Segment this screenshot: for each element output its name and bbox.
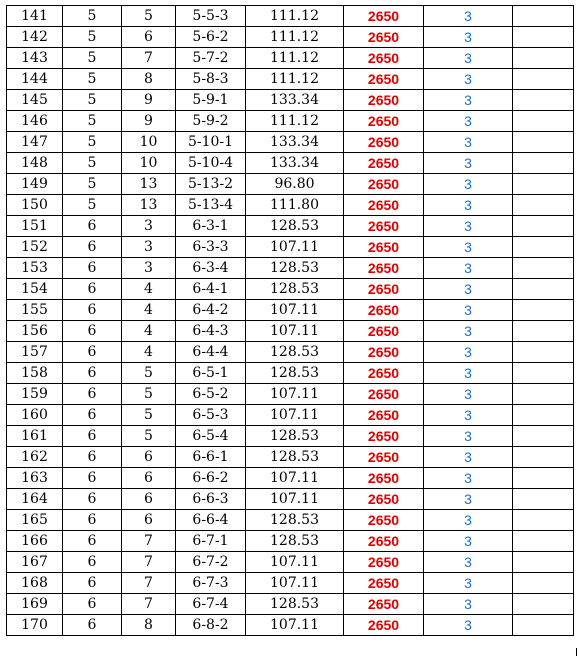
extra-cell [513, 342, 574, 363]
extra-cell [513, 195, 574, 216]
table-row [7, 405, 574, 426]
row-index-cell: 151 [7, 216, 63, 237]
row-index-cell: 166 [7, 531, 63, 552]
table-row [7, 111, 574, 132]
floor-cell: 5 [122, 6, 176, 27]
extra-cell [513, 258, 574, 279]
level-cell: 3 [424, 447, 513, 468]
building-cell: 6 [63, 279, 122, 300]
floor-cell: 5 [122, 384, 176, 405]
building-cell: 6 [63, 510, 122, 531]
price-cell: 2650 [344, 573, 424, 594]
price-cell: 2650 [344, 426, 424, 447]
table-row [7, 132, 574, 153]
building-cell: 6 [63, 468, 122, 489]
area-cell: 111.12 [246, 6, 344, 27]
table-row [7, 48, 574, 69]
unit-number-cell: 5-5-3 [176, 6, 246, 27]
price-cell: 2650 [344, 153, 424, 174]
price-cell: 2650 [344, 594, 424, 615]
floor-cell: 6 [122, 27, 176, 48]
building-cell: 6 [63, 531, 122, 552]
price-cell: 2650 [344, 552, 424, 573]
floor-cell: 7 [122, 48, 176, 69]
area-cell: 128.53 [246, 363, 344, 384]
building-cell: 5 [63, 132, 122, 153]
extra-cell [513, 489, 574, 510]
level-cell: 3 [424, 510, 513, 531]
table-row [7, 321, 574, 342]
row-index-cell: 163 [7, 468, 63, 489]
area-cell: 111.12 [246, 111, 344, 132]
area-cell: 107.11 [246, 237, 344, 258]
unit-number-cell: 6-6-1 [176, 447, 246, 468]
row-index-cell: 161 [7, 426, 63, 447]
area-cell: 128.53 [246, 594, 344, 615]
unit-number-cell: 5-8-3 [176, 69, 246, 90]
level-cell: 3 [424, 132, 513, 153]
area-cell: 107.11 [246, 573, 344, 594]
unit-number-cell: 6-7-2 [176, 552, 246, 573]
building-cell: 6 [63, 615, 122, 636]
unit-number-cell: 6-5-3 [176, 405, 246, 426]
price-cell: 2650 [344, 132, 424, 153]
extra-cell [513, 426, 574, 447]
area-cell: 133.34 [246, 90, 344, 111]
area-cell: 107.11 [246, 468, 344, 489]
extra-cell [513, 90, 574, 111]
floor-cell: 13 [122, 195, 176, 216]
row-index-cell: 154 [7, 279, 63, 300]
area-cell: 128.53 [246, 258, 344, 279]
area-cell: 111.12 [246, 27, 344, 48]
row-index-cell: 160 [7, 405, 63, 426]
area-cell: 107.11 [246, 552, 344, 573]
price-cell: 2650 [344, 468, 424, 489]
row-index-cell: 159 [7, 384, 63, 405]
area-cell: 107.11 [246, 384, 344, 405]
floor-cell: 6 [122, 447, 176, 468]
floor-cell: 6 [122, 489, 176, 510]
level-cell: 3 [424, 342, 513, 363]
unit-number-cell: 6-5-1 [176, 363, 246, 384]
table-row [7, 531, 574, 552]
row-index-cell: 169 [7, 594, 63, 615]
building-cell: 5 [63, 90, 122, 111]
table-row [7, 384, 574, 405]
floor-cell: 9 [122, 111, 176, 132]
extra-cell [513, 300, 574, 321]
floor-cell: 6 [122, 510, 176, 531]
price-cell: 2650 [344, 174, 424, 195]
extra-cell [513, 447, 574, 468]
price-cell: 2650 [344, 90, 424, 111]
building-cell: 5 [63, 48, 122, 69]
level-cell: 3 [424, 615, 513, 636]
unit-number-cell: 6-4-3 [176, 321, 246, 342]
building-cell: 5 [63, 111, 122, 132]
row-index-cell: 157 [7, 342, 63, 363]
building-cell: 6 [63, 447, 122, 468]
building-cell: 5 [63, 27, 122, 48]
extra-cell [513, 132, 574, 153]
unit-number-cell: 6-4-1 [176, 279, 246, 300]
floor-cell: 8 [122, 615, 176, 636]
row-index-cell: 148 [7, 153, 63, 174]
extra-cell [513, 6, 574, 27]
extra-cell [513, 174, 574, 195]
building-cell: 6 [63, 405, 122, 426]
area-cell: 107.11 [246, 405, 344, 426]
price-cell: 2650 [344, 300, 424, 321]
extra-cell [513, 153, 574, 174]
table-row [7, 447, 574, 468]
unit-number-cell: 6-6-4 [176, 510, 246, 531]
table-row [7, 489, 574, 510]
area-cell: 111.12 [246, 69, 344, 90]
table-row [7, 552, 574, 573]
unit-number-cell: 6-3-1 [176, 216, 246, 237]
floor-cell: 7 [122, 573, 176, 594]
building-cell: 5 [63, 6, 122, 27]
price-cell: 2650 [344, 258, 424, 279]
price-cell: 2650 [344, 615, 424, 636]
area-cell: 128.53 [246, 342, 344, 363]
area-cell: 128.53 [246, 279, 344, 300]
unit-number-cell: 5-10-1 [176, 132, 246, 153]
extra-cell [513, 48, 574, 69]
price-cell: 2650 [344, 237, 424, 258]
building-cell: 6 [63, 342, 122, 363]
extra-cell [513, 573, 574, 594]
extra-cell [513, 27, 574, 48]
row-index-cell: 165 [7, 510, 63, 531]
level-cell: 3 [424, 195, 513, 216]
unit-number-cell: 6-7-1 [176, 531, 246, 552]
table-row [7, 279, 574, 300]
building-cell: 6 [63, 300, 122, 321]
level-cell: 3 [424, 405, 513, 426]
level-cell: 3 [424, 27, 513, 48]
level-cell: 3 [424, 258, 513, 279]
table-row [7, 510, 574, 531]
row-index-cell: 158 [7, 363, 63, 384]
building-cell: 5 [63, 195, 122, 216]
table-row [7, 237, 574, 258]
area-cell: 133.34 [246, 132, 344, 153]
floor-cell: 8 [122, 69, 176, 90]
table-row [7, 90, 574, 111]
extra-cell [513, 405, 574, 426]
extra-cell [513, 384, 574, 405]
building-cell: 6 [63, 573, 122, 594]
price-cell: 2650 [344, 48, 424, 69]
area-cell: 107.11 [246, 321, 344, 342]
table-row [7, 258, 574, 279]
table-row [7, 363, 574, 384]
unit-number-cell: 6-6-3 [176, 489, 246, 510]
unit-number-cell: 5-6-2 [176, 27, 246, 48]
extra-cell [513, 615, 574, 636]
price-cell: 2650 [344, 342, 424, 363]
level-cell: 3 [424, 153, 513, 174]
row-index-cell: 168 [7, 573, 63, 594]
level-cell: 3 [424, 174, 513, 195]
table-row [7, 27, 574, 48]
table-row [7, 573, 574, 594]
extra-cell [513, 594, 574, 615]
level-cell: 3 [424, 594, 513, 615]
floor-cell: 7 [122, 531, 176, 552]
unit-number-cell: 6-6-2 [176, 468, 246, 489]
table-row [7, 615, 574, 636]
area-cell: 96.80 [246, 174, 344, 195]
floor-cell: 5 [122, 405, 176, 426]
level-cell: 3 [424, 321, 513, 342]
table-row [7, 153, 574, 174]
building-cell: 6 [63, 489, 122, 510]
unit-number-cell: 5-9-2 [176, 111, 246, 132]
area-cell: 107.11 [246, 615, 344, 636]
floor-cell: 9 [122, 90, 176, 111]
area-cell: 128.53 [246, 216, 344, 237]
extra-cell [513, 531, 574, 552]
row-index-cell: 145 [7, 90, 63, 111]
level-cell: 3 [424, 279, 513, 300]
row-index-cell: 156 [7, 321, 63, 342]
area-cell: 128.53 [246, 531, 344, 552]
table-row [7, 300, 574, 321]
extra-cell [513, 111, 574, 132]
unit-number-cell: 6-4-2 [176, 300, 246, 321]
row-index-cell: 162 [7, 447, 63, 468]
building-cell: 5 [63, 153, 122, 174]
level-cell: 3 [424, 363, 513, 384]
price-cell: 2650 [344, 195, 424, 216]
floor-cell: 4 [122, 321, 176, 342]
table-row [7, 468, 574, 489]
floor-cell: 7 [122, 552, 176, 573]
extra-cell [513, 552, 574, 573]
unit-number-cell: 5-9-1 [176, 90, 246, 111]
unit-number-cell: 5-13-2 [176, 174, 246, 195]
price-cell: 2650 [344, 6, 424, 27]
row-index-cell: 147 [7, 132, 63, 153]
area-cell: 128.53 [246, 426, 344, 447]
building-cell: 6 [63, 552, 122, 573]
price-cell: 2650 [344, 447, 424, 468]
price-cell: 2650 [344, 489, 424, 510]
level-cell: 3 [424, 69, 513, 90]
floor-cell: 3 [122, 216, 176, 237]
building-cell: 6 [63, 426, 122, 447]
floor-cell: 13 [122, 174, 176, 195]
row-index-cell: 152 [7, 237, 63, 258]
table-row [7, 216, 574, 237]
building-cell: 6 [63, 384, 122, 405]
building-cell: 6 [63, 594, 122, 615]
area-cell: 128.53 [246, 447, 344, 468]
floor-cell: 4 [122, 342, 176, 363]
price-cell: 2650 [344, 531, 424, 552]
building-cell: 5 [63, 69, 122, 90]
level-cell: 3 [424, 489, 513, 510]
extra-cell [513, 216, 574, 237]
price-cell: 2650 [344, 363, 424, 384]
level-cell: 3 [424, 468, 513, 489]
area-cell: 133.34 [246, 153, 344, 174]
level-cell: 3 [424, 552, 513, 573]
row-index-cell: 146 [7, 111, 63, 132]
building-cell: 6 [63, 321, 122, 342]
row-index-cell: 142 [7, 27, 63, 48]
row-index-cell: 153 [7, 258, 63, 279]
price-cell: 2650 [344, 27, 424, 48]
price-cell: 2650 [344, 384, 424, 405]
level-cell: 3 [424, 531, 513, 552]
floor-cell: 7 [122, 594, 176, 615]
floor-cell: 5 [122, 363, 176, 384]
floor-cell: 3 [122, 237, 176, 258]
building-cell: 6 [63, 216, 122, 237]
level-cell: 3 [424, 426, 513, 447]
unit-number-cell: 5-7-2 [176, 48, 246, 69]
unit-list-table [6, 5, 574, 636]
area-cell: 111.80 [246, 195, 344, 216]
building-cell: 5 [63, 174, 122, 195]
floor-cell: 6 [122, 468, 176, 489]
unit-number-cell: 6-8-2 [176, 615, 246, 636]
unit-number-cell: 6-3-4 [176, 258, 246, 279]
row-index-cell: 149 [7, 174, 63, 195]
extra-cell [513, 510, 574, 531]
price-cell: 2650 [344, 279, 424, 300]
extra-cell [513, 468, 574, 489]
level-cell: 3 [424, 384, 513, 405]
table-row [7, 174, 574, 195]
floor-cell: 10 [122, 153, 176, 174]
level-cell: 3 [424, 237, 513, 258]
unit-number-cell: 6-4-4 [176, 342, 246, 363]
row-index-cell: 164 [7, 489, 63, 510]
level-cell: 3 [424, 216, 513, 237]
price-cell: 2650 [344, 321, 424, 342]
unit-number-cell: 6-7-3 [176, 573, 246, 594]
price-cell: 2650 [344, 510, 424, 531]
floor-cell: 5 [122, 426, 176, 447]
unit-number-cell: 5-10-4 [176, 153, 246, 174]
extra-cell [513, 237, 574, 258]
unit-number-cell: 6-7-4 [176, 594, 246, 615]
area-cell: 107.11 [246, 300, 344, 321]
row-index-cell: 167 [7, 552, 63, 573]
table-row [7, 69, 574, 90]
table-row [7, 426, 574, 447]
level-cell: 3 [424, 48, 513, 69]
table-row [7, 195, 574, 216]
table-body [7, 6, 574, 636]
unit-number-cell: 6-5-4 [176, 426, 246, 447]
row-index-cell: 144 [7, 69, 63, 90]
price-cell: 2650 [344, 405, 424, 426]
building-cell: 6 [63, 258, 122, 279]
area-cell: 128.53 [246, 510, 344, 531]
area-cell: 107.11 [246, 489, 344, 510]
table-row [7, 6, 574, 27]
level-cell: 3 [424, 111, 513, 132]
price-cell: 2650 [344, 216, 424, 237]
row-index-cell: 150 [7, 195, 63, 216]
row-index-cell: 141 [7, 6, 63, 27]
row-index-cell: 170 [7, 615, 63, 636]
extra-cell [513, 321, 574, 342]
row-index-cell: 143 [7, 48, 63, 69]
building-cell: 6 [63, 237, 122, 258]
price-cell: 2650 [344, 111, 424, 132]
table-row [7, 594, 574, 615]
price-cell: 2650 [344, 69, 424, 90]
level-cell: 3 [424, 573, 513, 594]
extra-cell [513, 363, 574, 384]
unit-number-cell: 5-13-4 [176, 195, 246, 216]
level-cell: 3 [424, 300, 513, 321]
floor-cell: 3 [122, 258, 176, 279]
floor-cell: 4 [122, 279, 176, 300]
level-cell: 3 [424, 6, 513, 27]
level-cell: 3 [424, 90, 513, 111]
table-row [7, 342, 574, 363]
row-index-cell: 155 [7, 300, 63, 321]
unit-number-cell: 6-3-3 [176, 237, 246, 258]
unit-number-cell: 6-5-2 [176, 384, 246, 405]
building-cell: 6 [63, 363, 122, 384]
extra-cell [513, 69, 574, 90]
floor-cell: 4 [122, 300, 176, 321]
extra-cell [513, 279, 574, 300]
area-cell: 111.12 [246, 48, 344, 69]
floor-cell: 10 [122, 132, 176, 153]
